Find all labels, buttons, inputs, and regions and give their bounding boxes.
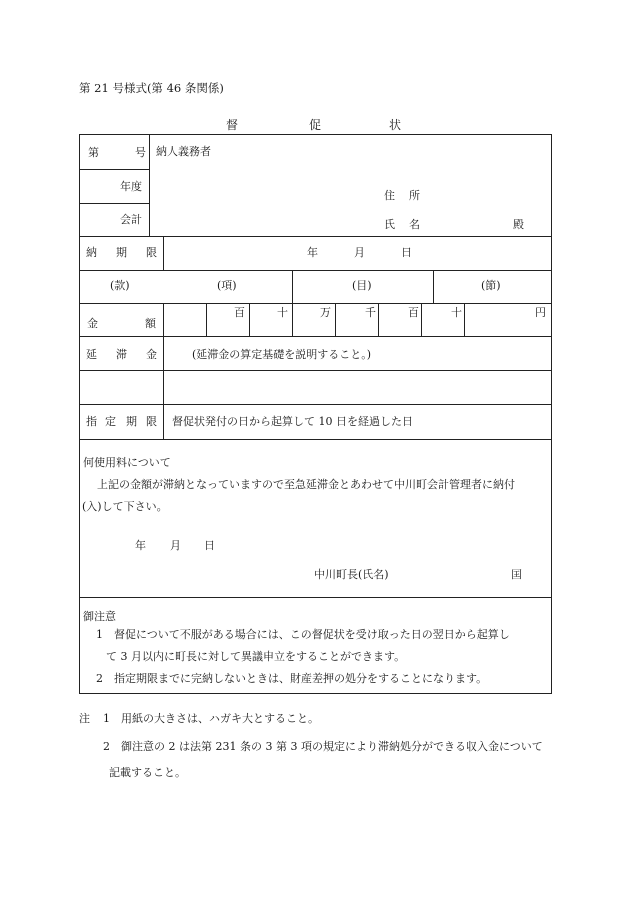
column-divider [206, 303, 207, 336]
amount-unit-yen: 円 [535, 306, 546, 319]
designated-label-char-1: 指 [86, 415, 97, 428]
account-label: 会計 [120, 213, 142, 226]
caution-item-1-line-1: 1 督促について不服がある場合には、この督促状を受け取った日の翌日から起算し [96, 628, 510, 641]
amount-unit-ten: 十 [451, 306, 462, 319]
deadline-month: 月 [354, 246, 365, 259]
deadline-label-char-3: 限 [146, 246, 157, 259]
document-title-char-1: 督 [226, 118, 239, 132]
address-label-char-1: 住 [384, 189, 395, 202]
number-label-last: 号 [135, 146, 146, 159]
address-label-char-2: 所 [409, 189, 420, 202]
note-prefix: 注 [79, 712, 90, 725]
column-divider [292, 270, 293, 303]
column-divider [335, 303, 336, 336]
designated-label-char-2: 定 [105, 415, 116, 428]
honorific-label: 殿 [513, 218, 524, 231]
designated-label-char-4: 限 [146, 415, 157, 428]
late-fee-label-char-1: 延 [86, 348, 97, 361]
deadline-label-char-2: 期 [116, 246, 127, 259]
column-divider [464, 303, 465, 336]
message-heading: 何使用料について [83, 456, 171, 469]
name-label-char-1: 氏 [384, 218, 395, 231]
late-fee-label-char-2: 滞 [116, 348, 127, 361]
row-divider [80, 370, 551, 371]
payer-label: 納人義務者 [156, 145, 211, 158]
row-divider [80, 597, 551, 598]
column-divider [378, 303, 379, 336]
note-2-line-1: 2 御注意の 2 は法第 231 条の 3 第 3 項の規定により滞納処分ができる収入金について [103, 740, 543, 753]
amount-unit-ten-thousand: 万 [320, 306, 331, 319]
row-divider [80, 336, 551, 337]
late-fee-label-char-3: 金 [146, 348, 157, 361]
row-divider [80, 404, 551, 405]
message-date-day: 日 [204, 539, 215, 552]
caution-item-2: 2 指定期限までに完納しないときは、財産差押の処分をすることになります。 [96, 672, 488, 685]
column-divider [421, 303, 422, 336]
deadline-day: 日 [401, 246, 412, 259]
amount-label-char-1: 金 [87, 317, 98, 330]
note-1: 1 用紙の大きさは、ハガキ大とすること。 [103, 712, 319, 725]
row-divider [80, 303, 551, 304]
column-divider [433, 270, 434, 303]
official-seal-mark: 囯 [511, 568, 522, 581]
column-divider [149, 135, 150, 236]
row-divider [80, 203, 149, 204]
column-divider [163, 236, 164, 270]
note-2-line-2: 記載すること。 [109, 766, 186, 779]
fiscal-year-label: 年度 [120, 180, 142, 193]
mayor-signature-label: 中川町長(氏名) [314, 568, 389, 581]
kan-label: (款) [110, 279, 130, 292]
column-divider [163, 303, 164, 439]
message-date-year: 年 [135, 539, 146, 552]
amount-label-char-2: 額 [145, 317, 156, 330]
row-divider [80, 236, 551, 237]
deadline-year: 年 [307, 246, 318, 259]
amount-unit-ten-million: 十 [277, 306, 288, 319]
document-title-char-2: 促 [309, 118, 322, 132]
message-line-2: (入)して下さい。 [82, 500, 168, 513]
caution-item-1-line-2: て 3 月以内に町長に対して異議申立をすることができます。 [106, 650, 406, 663]
setsu-label: (節) [481, 279, 501, 292]
message-date-month: 月 [170, 539, 181, 552]
column-divider [292, 303, 293, 336]
form-number: 第 21 号様式(第 46 条関係) [79, 81, 224, 95]
document-title-char-3: 状 [389, 118, 402, 132]
designated-deadline-text: 督促状発付の日から起算して 10 日を経過した日 [172, 415, 413, 428]
notice-form [79, 134, 552, 694]
row-divider [80, 439, 551, 440]
amount-unit-hundred-million: 百 [234, 306, 245, 319]
moku-label: (目) [352, 279, 372, 292]
message-line-1: 上記の金額が滞納となっていますので至急延滞金とあわせて中川町会計管理者に納付 [97, 478, 515, 491]
amount-unit-hundred: 百 [408, 306, 419, 319]
row-divider [80, 169, 149, 170]
amount-unit-thousand: 千 [365, 306, 376, 319]
kou-label: (項) [217, 279, 237, 292]
column-divider [249, 303, 250, 336]
deadline-label-char-1: 納 [86, 246, 97, 259]
late-fee-note: (延滞金の算定基礎を説明すること。) [192, 348, 372, 361]
row-divider [80, 270, 551, 271]
name-label-char-2: 名 [409, 218, 420, 231]
number-label-first: 第 [88, 146, 99, 159]
designated-label-char-3: 期 [126, 415, 137, 428]
caution-heading: 御注意 [83, 610, 116, 623]
